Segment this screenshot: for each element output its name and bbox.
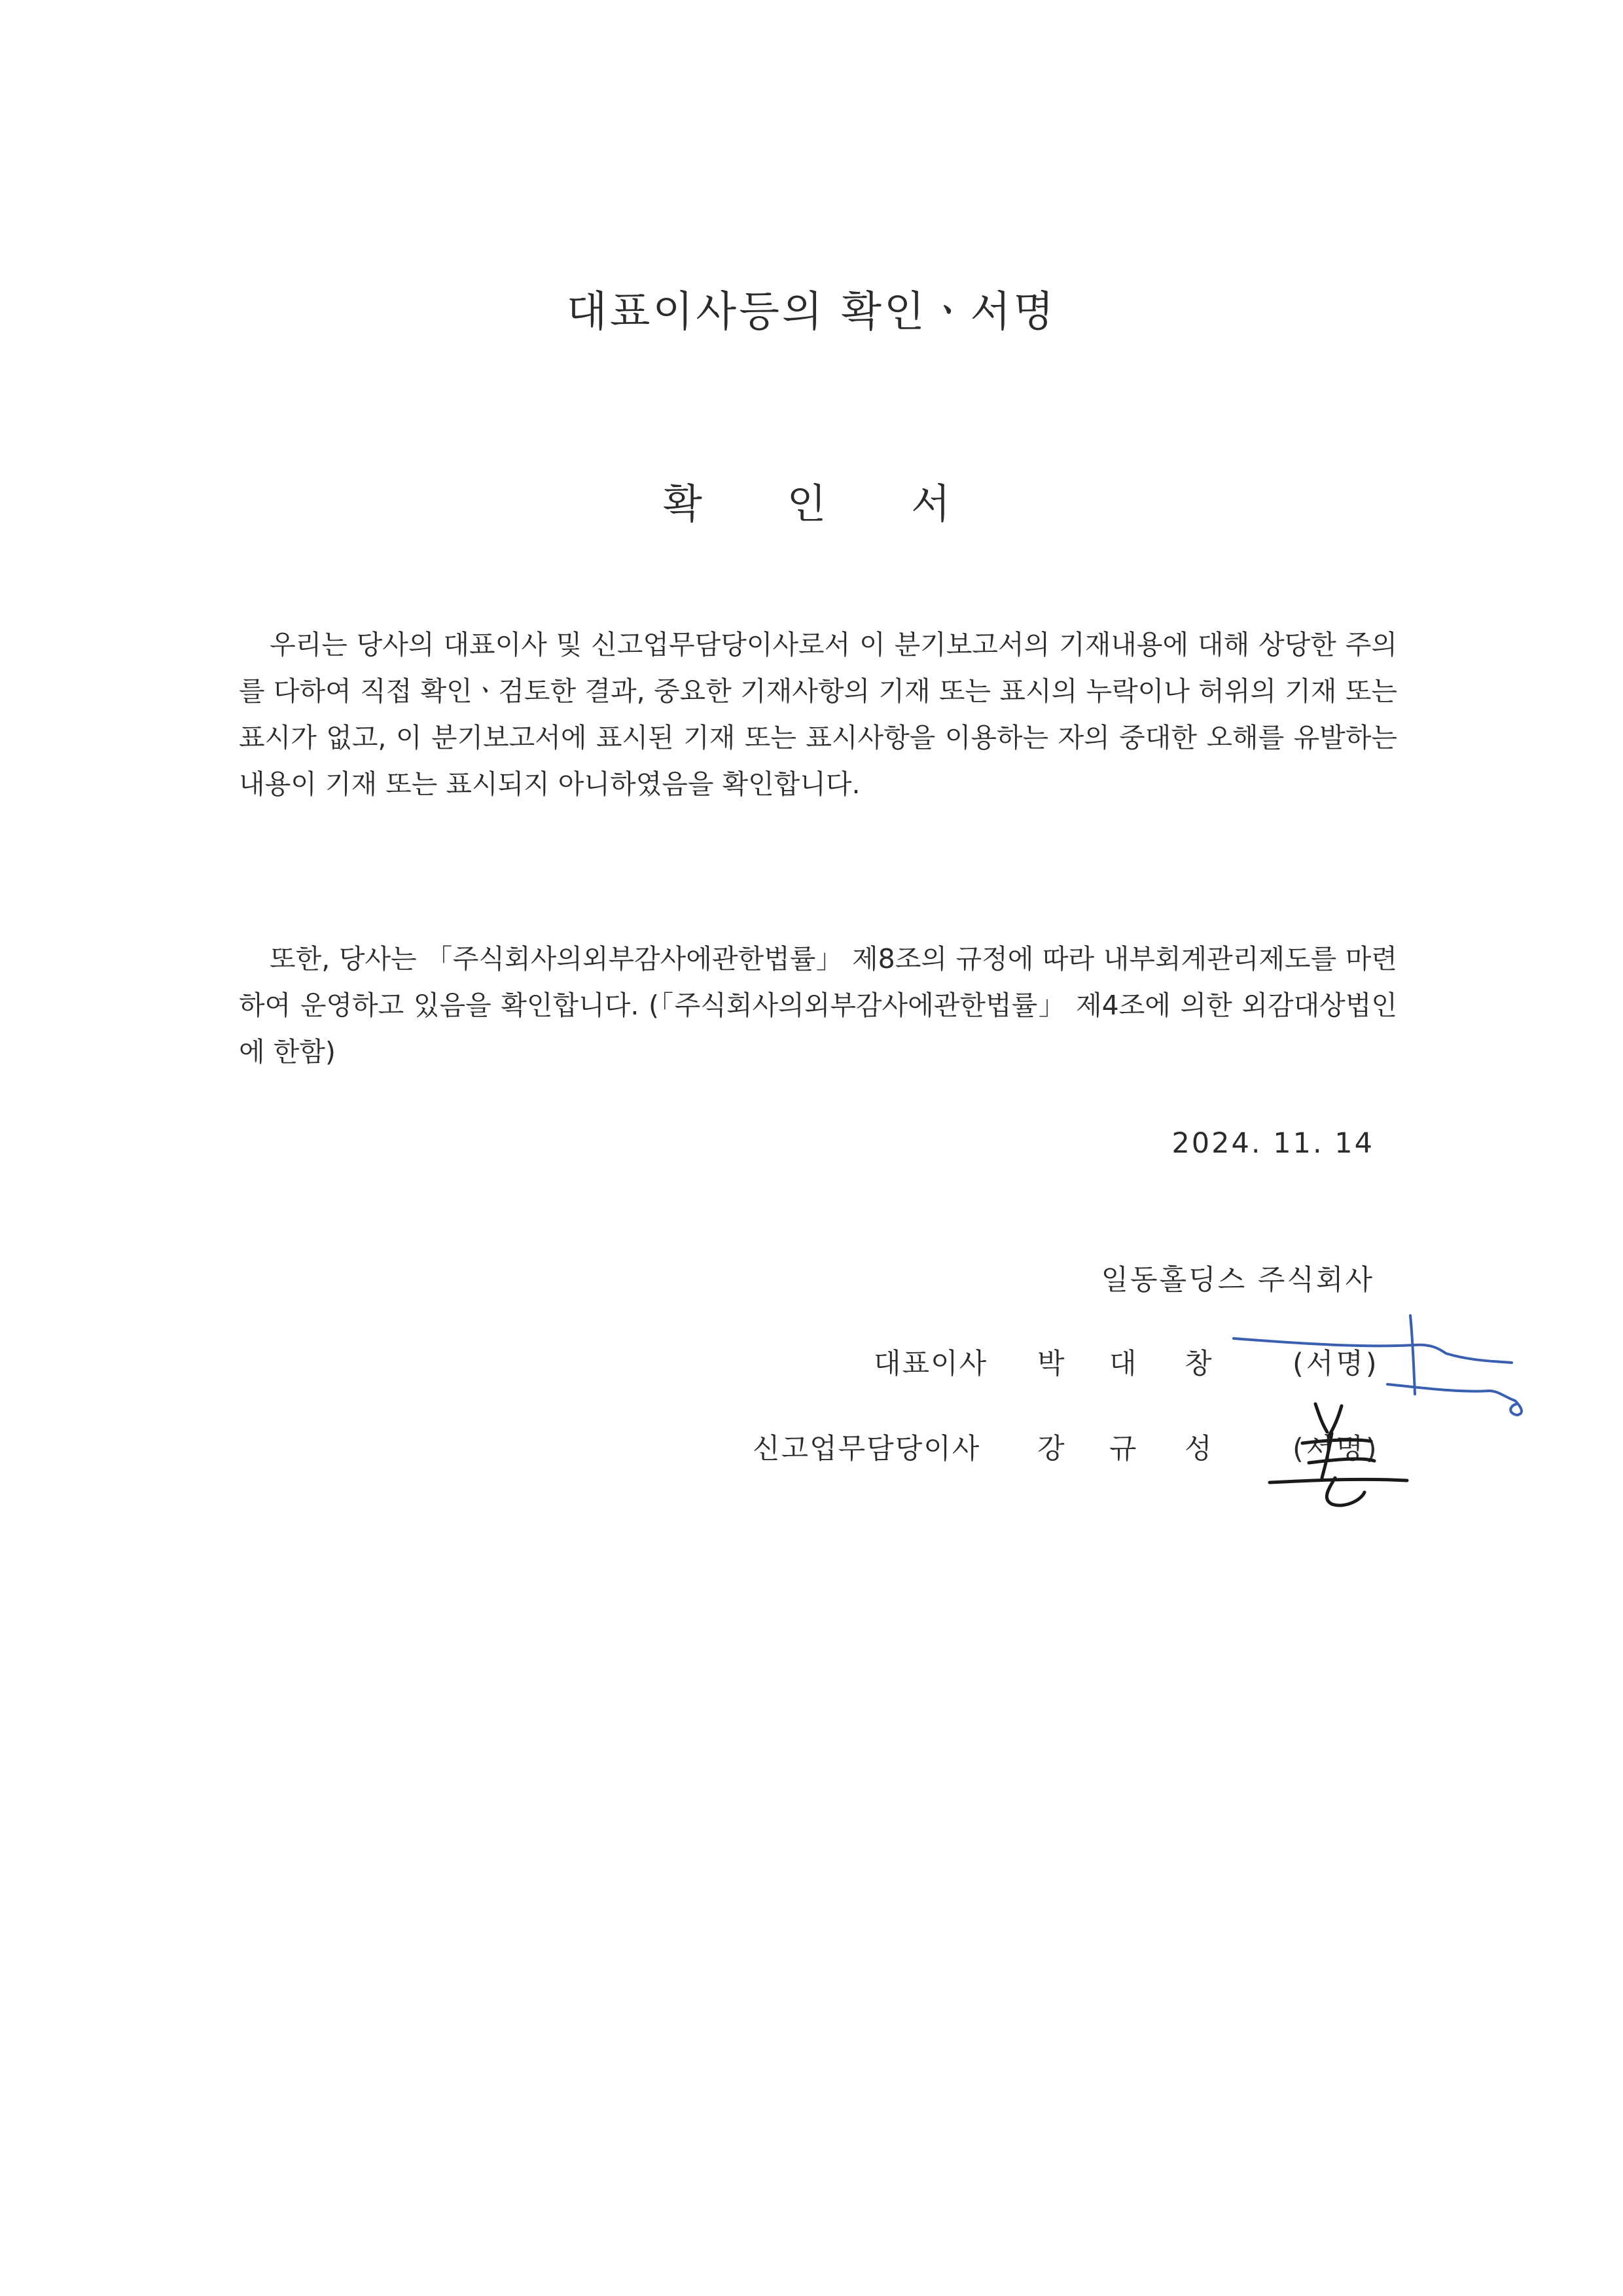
signatory-name-char: 대: [1109, 1348, 1137, 1380]
signatory-name-char: 규: [1109, 1433, 1137, 1465]
document-heading: 대표이사등의 확인ㆍ서명: [566, 288, 1057, 336]
signatory-director-row: [0, 1427, 1623, 1466]
signatory-role: 신고업무담당이사: [753, 1433, 981, 1465]
signatory-ceo-row: [0, 1342, 1623, 1381]
signatory-name-char: 창: [1185, 1348, 1212, 1380]
sign-label: (서명): [1293, 1433, 1380, 1465]
paragraph-internal-control: 또한, 당사는 「주식회사의외부감사에관한법률」 제8조의 규정에 따라 내부회계관리제도를 마련하여 운영하고 있음을 확인합니다. (「주식회사의외부감사에관한법률」 제4조에 의한 외감대상법인에 한함): [239, 943, 1397, 1067]
sign-label: (서명): [1293, 1348, 1380, 1380]
document-subheading: 확 인 서: [662, 480, 987, 528]
document-date: 2024. 11. 14: [1171, 1127, 1374, 1160]
signatory-name-char: 성: [1185, 1433, 1212, 1465]
company-name: 일동홀딩스 주식회사: [1101, 1264, 1374, 1297]
signatory-name-char: 강: [1037, 1433, 1065, 1465]
signatory-role: 대표이사: [874, 1348, 988, 1380]
signatory-name-char: 박: [1037, 1348, 1065, 1380]
paragraph-confirmation: 우리는 당사의 대표이사 및 신고업무담당이사로서 이 분기보고서의 기재내용에 대해 상당한 주의를 다하여 직접 확인ㆍ검토한 결과, 중요한 기재사항의 기재 또는 표시의 누락이나 허위의 기재 또는 표시가 없고, 이 분기보고서에 표시된 기재 또는 표시사항을 이용하는 자의 중대한 오해를 유발하는 내용이 기재 또는 표시되지 아니하였음을 확인합니다.: [239, 629, 1397, 800]
